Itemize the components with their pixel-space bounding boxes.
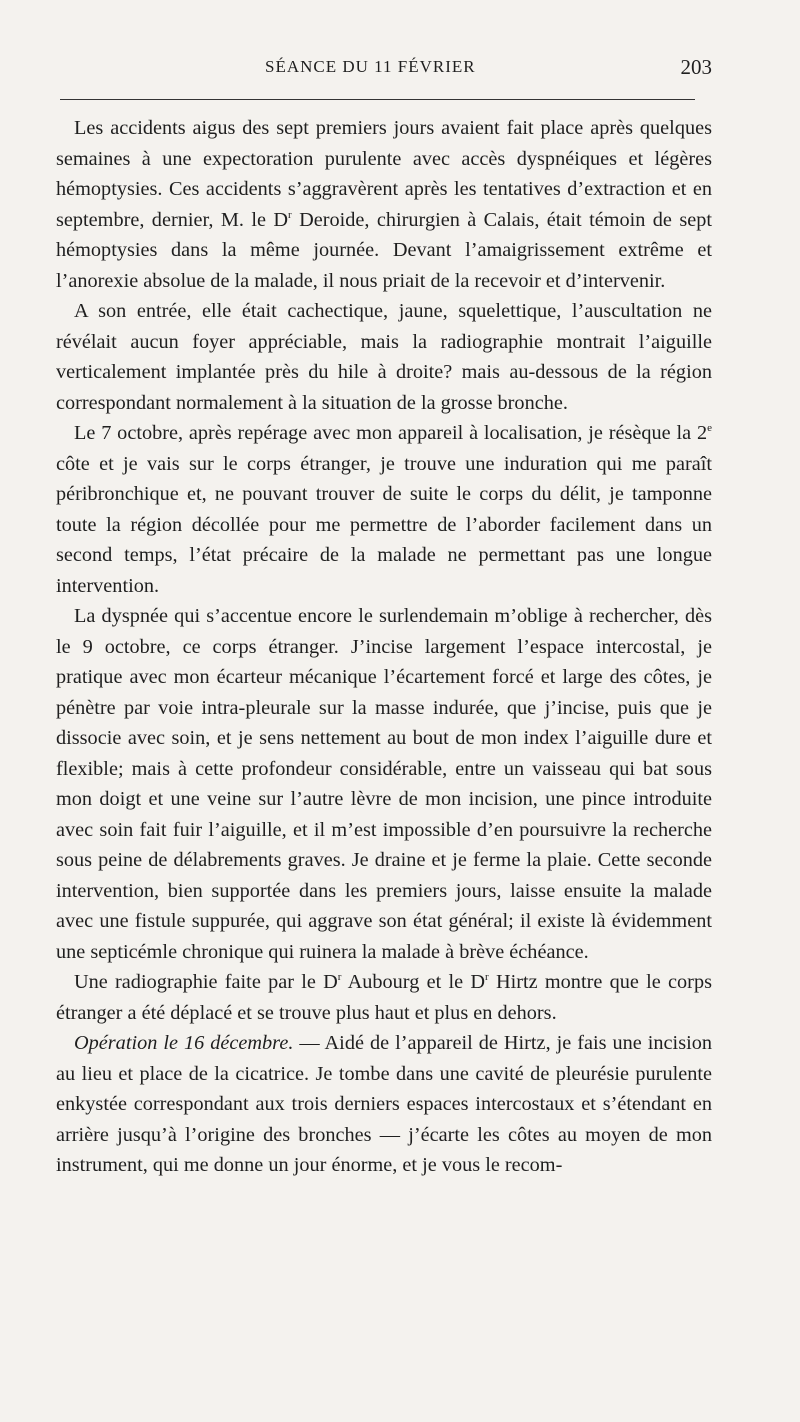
paragraph-6: Opération le 16 décembre. — Aidé de l’appareil de Hirtz, je fais une incision au lieu et place de la cicatrice. Je tombe dans une cavité de pleurésie purulente enkystée correspondant aux trois derniers espaces intercostaux et s’étendant en arrière jusqu’à l’origine des bronches — j’écarte les côtes au moyen de mon instrument, qui me donne un jour énorme, et je vous le recom- [56,1032,713,1176]
paragraph-1: Les accidents aigus des sept premiers jours avaient fait place après quelques semaines à une expectoration purulente avec accès dyspnéiques et légères hémoptysies. Ces accidents s’aggravèrent après les tentatives d’extraction et en septembre, dernier, M. le $D^r$ Deroide, chirurgien à Calais, était témoin de sept hémoptysies dans la même journée. Devant l’amaigrissement extrême et l’anorexie absolue de la malade, il nous priait de la recevoir et d’intervenir. [56,117,712,292]
running-title: SÉANCE DU 11 FÉVRIER [265,57,476,76]
page-header [60,55,715,85]
paragraph-2: A son entrée, elle était cachectique, jaune, squelettique, l’auscultation ne révélait aucun foyer appréciable, mais la radiographie montrait l’aiguille verticalement implantée près du hile à droite? mais au-dessous de la région correspondant normalement à la situation de la grosse bronche. [56,300,712,414]
paragraph-3: Le 7 octobre, après repérage avec mon appareil à localisation, je résèque la 2e côte et je vais sur le corps étranger, je trouve une induration qui me paraît péribronchique et, ne pouvant trouver de suite le corps du délit, je tamponne toute la région décollée pour me permettre de l’aborder facilement dans un second temps, l’état précaire de la malade ne permettant pas une longue intervention. [56,422,712,597]
header-rule [60,99,695,100]
page-number: 203 [680,55,712,79]
paragraph-5: Une radiographie faite par le $D^r$ Aubourg et le $D^r$ Hirtz montre que le corps étranger a été déplacé et se trouve plus haut et plus en dehors. [56,971,712,1024]
body-text [56,113,712,1181]
paragraph-4: La dyspnée qui s’accentue encore le surlendemain m’oblige à rechercher, dès le 9 octobre, ce corps étranger. J’incise largement l’espace intercostal, je pratique avec mon écarteur mécanique l’écartement forcé et large des côtes, je pénètre par voie intra-pleurale sur la masse indurée, que j’incise, puis que je dissocie avec soin, et je sens nettement au bout de mon index l’aiguille dure et flexible; mais à cette profondeur considérable, entre un vaisseau qui bat sous mon doigt et une veine sur l’autre lèvre de mon incision, une pince introduite avec soin fait fuir l’aiguille, et il m’est impossible d’en poursuivre la recherche sous peine de délabrements graves. Je draine et je ferme la plaie. Cette seconde intervention, bien supportée dans les premiers jours, laisse ensuite la malade avec une fistule suppurée, qui aggrave son état général; il existe là évidemment une septicémle chronique qui ruinera la malade à brève échéance. [56,605,712,963]
